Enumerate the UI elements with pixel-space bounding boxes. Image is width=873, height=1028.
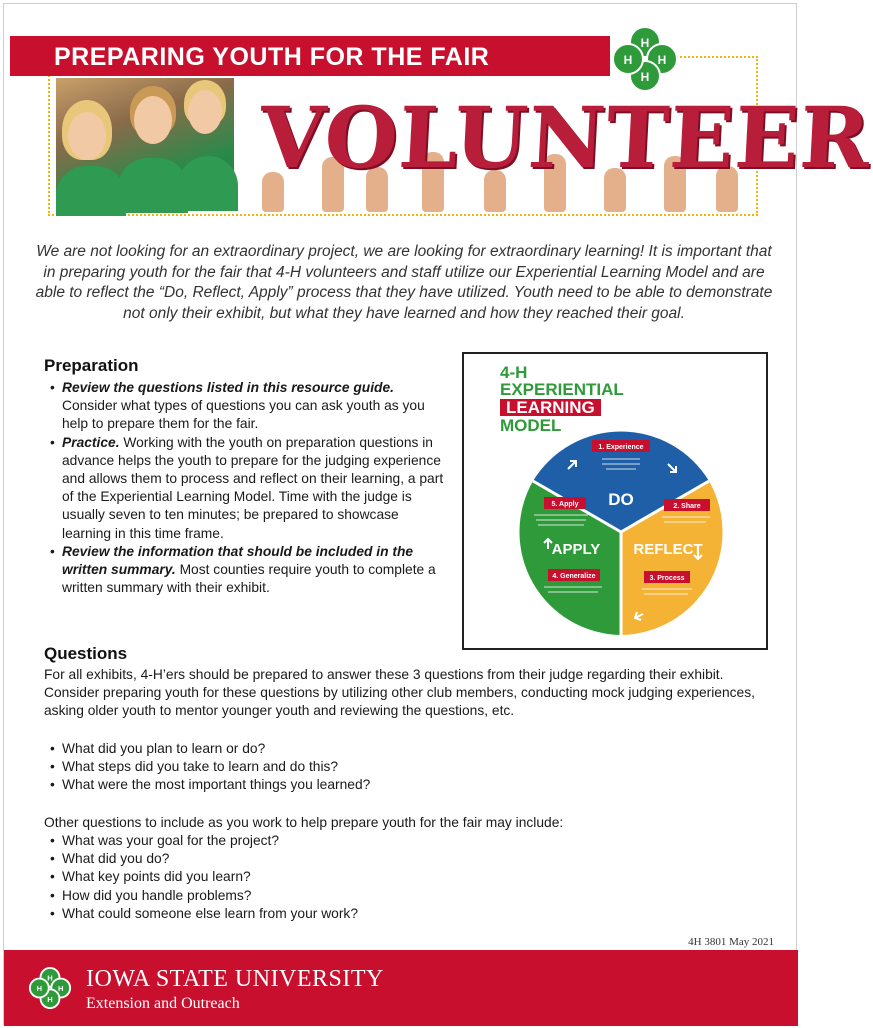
step-apply: 5. Apply <box>551 501 579 508</box>
banner-title: PREPARING YOUTH FOR THE FAIR <box>54 43 490 71</box>
list-item: • How did you handle problems? <box>48 887 748 905</box>
questions-heading: Questions <box>44 644 128 663</box>
list-item: • What key points did you learn? <box>48 868 748 886</box>
intro-paragraph: We are not looking for an extraordinary project, we are looking for extraordinary learning! It is important that in preparing youth for the fair that 4-H volunteers and staff utilize our Experiential Learning Model and are able to reflect the “Do, Reflect, Apply” process that they have utilized. Youth need to be able to demonstrate not only their exhibit, but what they have learned and how they reached their goal. <box>35 243 773 322</box>
step-process: 3. Process <box>649 575 685 582</box>
document-code: 4H 3801 May 2021 <box>688 936 774 948</box>
footer-band <box>4 950 798 1026</box>
core-questions-list <box>48 740 748 795</box>
list-item: • Review the questions listed in this resource guide. Consider what types of questions you can ask youth as you help to prepare them for the fair. <box>48 379 450 434</box>
phase-reflect: REFLECT <box>633 541 703 558</box>
questions-intro: For all exhibits, 4-H’ers should be prepared to answer these 3 questions from their judge regarding their exhibit. Consider preparing youth for these questions by utilizing other club members, conducting mock judging experiences, asking older youth to mentor younger youth and reviewing the questions, etc. <box>44 667 755 719</box>
list-item: • What could someone else learn from your work? <box>48 905 748 923</box>
other-questions-intro: Other questions to include as you work to help prepare youth for the fair may include: <box>44 815 564 830</box>
svg-text:H: H <box>657 53 667 67</box>
elm-title-model: MODEL <box>500 416 562 435</box>
svg-text:H: H <box>640 36 650 50</box>
page <box>3 3 873 1025</box>
elm-title-learning: LEARNING <box>500 399 601 416</box>
step-experience: 1. Experience <box>598 444 644 451</box>
preparation-list <box>48 379 450 597</box>
experiential-learning-model-figure <box>462 352 768 650</box>
phase-do: DO <box>608 490 634 509</box>
elm-cycle-diagram <box>518 429 724 635</box>
list-item: • What was your goal for the project? <box>48 832 748 850</box>
preparation-heading: Preparation <box>44 356 139 375</box>
svg-text:H: H <box>57 984 64 994</box>
list-item: • Practice. Working with the youth on preparation questions in advance helps the youth to prepare for the judging experience and allows them to process and reflect on their learning, a part of the Experiential Learning Model. Time with the judge is usually seven to ten minutes; be prepared to showcase learning in this time frame. <box>48 434 450 543</box>
svg-text:H: H <box>47 973 53 983</box>
youth-photo <box>56 78 234 208</box>
volunteer-word: VOLUNTEER <box>257 88 873 187</box>
list-item: • What did you do? <box>48 850 748 868</box>
list-item: • What did you plan to learn or do? <box>48 740 748 758</box>
list-item: • What were the most important things you learned? <box>48 776 748 794</box>
elm-title-experiential: EXPERIENTIAL <box>500 380 624 399</box>
header-banner <box>10 36 610 76</box>
phase-apply: APPLY <box>551 541 601 558</box>
step-share: 2. Share <box>673 503 701 510</box>
footer-4h-clover-icon <box>28 966 72 1010</box>
svg-text:H: H <box>47 994 53 1004</box>
other-questions-list <box>48 832 748 923</box>
volunteer-headline <box>254 82 873 212</box>
university-name: IOWA STATE UNIVERSITY <box>86 966 384 992</box>
step-generalize: 4. Generalize <box>552 573 596 580</box>
extension-unit: Extension and Outreach <box>86 995 240 1012</box>
svg-text:H: H <box>640 70 650 84</box>
svg-text:H: H <box>623 53 633 67</box>
elm-title-4h: 4-H <box>500 363 528 382</box>
elm-title <box>500 364 624 434</box>
svg-text:H: H <box>36 984 43 994</box>
list-item: • Review the information that should be included in the written summary. Most counties require youth to complete a written summary with their exhibit. <box>48 543 450 598</box>
list-item: • What steps did you take to learn and do this? <box>48 758 748 776</box>
